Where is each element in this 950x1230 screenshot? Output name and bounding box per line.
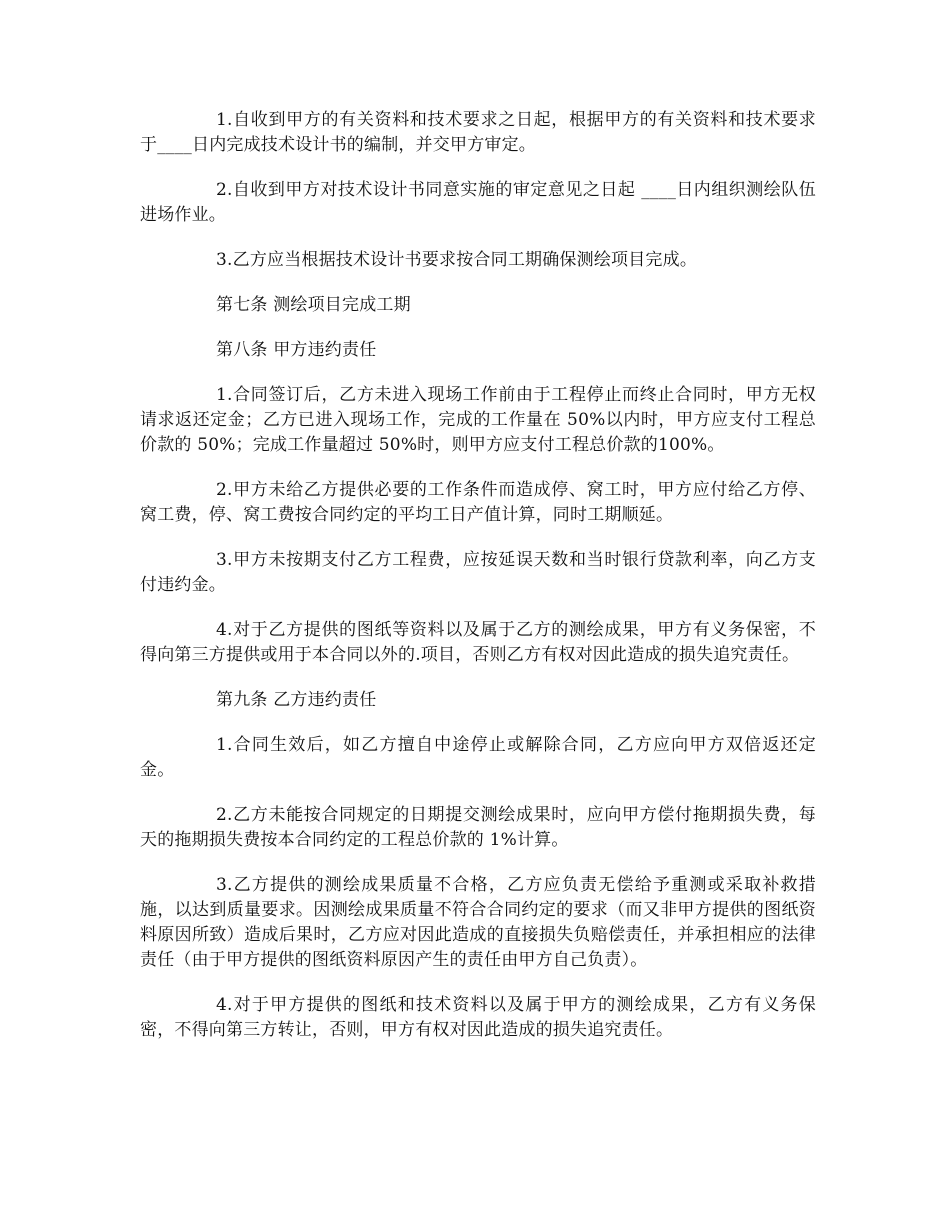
article-7-heading: 第七条 测绘项目完成工期 xyxy=(216,295,411,315)
clause-6-item-3: 3.乙方应当根据技术设计书要求按合同工期确保测绘项目完成。 xyxy=(216,250,698,270)
clause-6-item-2: 2.自收到甲方对技术设计书同意实施的审定意见之日起 ____日内组织测绘队伍进场作业。 xyxy=(140,180,816,225)
article-9-item-4: 4.对于甲方提供的图纸和技术资料以及属于甲方的测绘成果，乙方有义务保密，不得向第三方转让，否则，甲方有权对因此造成的损失追究责任。 xyxy=(140,995,816,1040)
article-8-item-3: 3.甲方未按期支付乙方工程费，应按延误天数和当时银行贷款利率，向乙方支付违约金。 xyxy=(140,550,816,595)
article-9-item-3: 3.乙方提供的测绘成果质量不合格，乙方应负责无偿给予重测或采取补救措施，以达到质量要求。因测绘成果质量不符合合同约定的要求（而又非甲方提供的图纸资料原因所致）造成后果时，乙方应对因此造成的直接损失负赔偿责任，并承担相应的法律责任（由于甲方提供的图纸资料原因产生的责任由甲方自己负责）。 xyxy=(140,875,816,970)
article-9-heading: 第九条 乙方违约责任 xyxy=(216,690,377,710)
article-9-item-1: 1.合同生效后，如乙方擅自中途停止或解除合同，乙方应向甲方双倍返还定金。 xyxy=(140,735,816,780)
document-page xyxy=(140,108,816,1063)
article-9-item-2: 2.乙方未能按合同规定的日期提交测绘成果时，应向甲方偿付拖期损失费，每天的拖期损失费按本合同约定的工程总价款的 1%计算。 xyxy=(140,805,816,850)
article-8-heading: 第八条 甲方违约责任 xyxy=(216,340,377,360)
article-8-item-4: 4.对于乙方提供的图纸等资料以及属于乙方的测绘成果，甲方有义务保密，不得向第三方提供或用于本合同以外的.项目，否则乙方有权对因此造成的损失追究责任。 xyxy=(140,620,816,665)
article-8-item-1: 1.合同签订后，乙方未进入现场工作前由于工程停止而终止合同时，甲方无权请求返还定金；乙方已进入现场工作，完成的工作量在 50%以内时，甲方应支付工程总价款的 50%；完成工作量超过 50%时，则甲方应支付工程总价款的100%。 xyxy=(140,385,816,455)
clause-6-item-1: 1.自收到甲方的有关资料和技术要求之日起，根据甲方的有关资料和技术要求于____日内完成技术设计书的编制，并交甲方审定。 xyxy=(140,110,816,155)
article-8-item-2: 2.甲方未给乙方提供必要的工作条件而造成停、窝工时，甲方应付给乙方停、窝工费，停、窝工费按合同约定的平均工日产值计算，同时工期顺延。 xyxy=(140,480,816,525)
